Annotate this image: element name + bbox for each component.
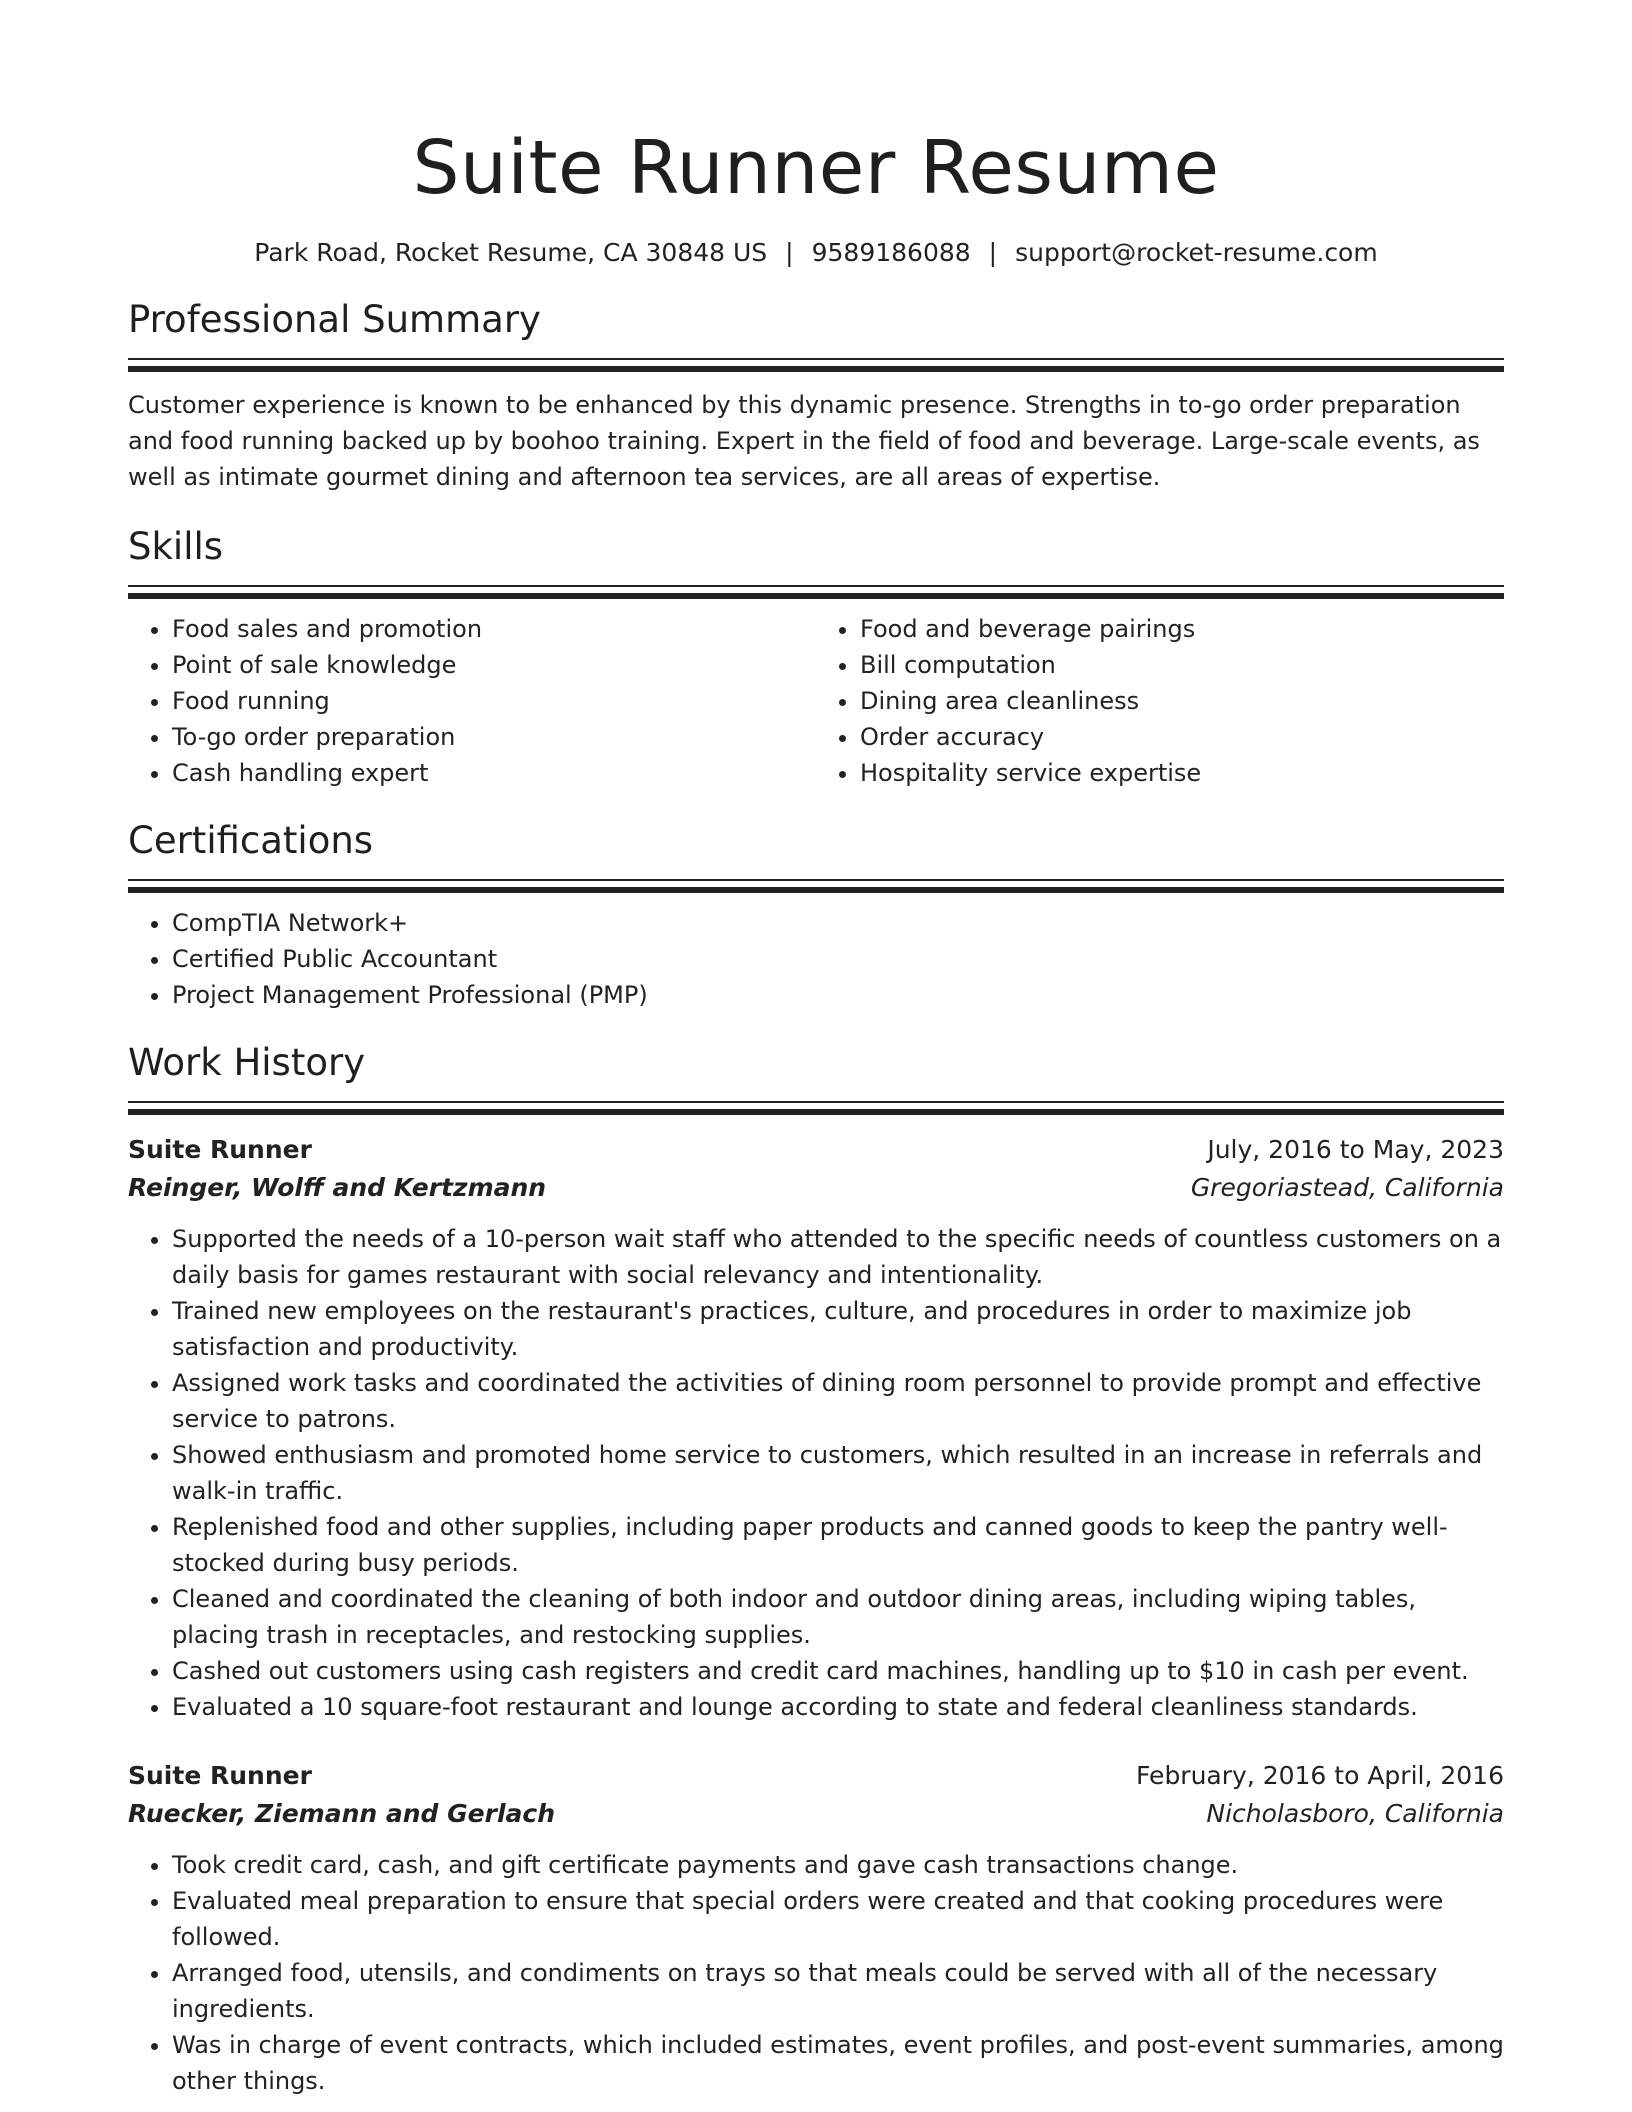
contact-phone: 9589186088 <box>811 238 971 267</box>
list-item: • Point of sale knowledge <box>172 647 816 683</box>
contact-email: support@rocket-resume.com <box>1015 238 1378 267</box>
section-divider <box>128 593 1504 599</box>
section-divider <box>128 887 1504 893</box>
section-divider <box>128 366 1504 372</box>
job-dates: July, 2016 to May, 2023 <box>1207 1135 1504 1164</box>
section-divider <box>128 879 1504 881</box>
list-item: • Evaluated a 10 square-foot restaurant and lounge according to state and federal cleanliness standards. <box>172 1689 1504 1725</box>
job-location: Gregoriastead, California <box>1190 1173 1504 1202</box>
job-subheader <box>128 1169 1504 1207</box>
list-item: • Arranged food, utensils, and condiments on trays so that meals could be served with all of the necessary ingredients. <box>172 1955 1504 2027</box>
resume-title: Suite Runner Resume <box>412 125 1220 211</box>
list-item: • Replenished food and other supplies, including paper products and canned goods to keep the pantry well-stocked during busy periods. <box>172 1509 1504 1581</box>
list-item: • Certified Public Accountant <box>172 941 1504 977</box>
list-item: • Dining area cleanliness <box>860 683 1504 719</box>
list-item: • Bill computation <box>860 647 1504 683</box>
contact-separator: | <box>988 238 998 267</box>
list-item: • Cashed out customers using cash registers and credit card machines, handling up to $10 in cash per event. <box>172 1653 1504 1689</box>
summary-text: Customer experience is known to be enhanced by this dynamic presence. Strengths in to-go order preparation and food running backed up by boohoo training. Expert in the field of food and beverage. Large-scale events, as well as intimate gourmet dining and afternoon tea services, are all areas of expertise. <box>128 391 1480 491</box>
list-item: • Food sales and promotion <box>172 611 816 647</box>
resume-page <box>128 0 1504 2099</box>
job-company: Ruecker, Ziemann and Gerlach <box>128 1799 556 1828</box>
section-divider <box>128 1101 1504 1103</box>
job-bullets <box>128 1847 1504 2099</box>
certifications-heading: Certifications <box>128 819 374 862</box>
skills-left-list <box>128 611 816 791</box>
list-item: • Showed enthusiasm and promoted home service to customers, which resulted in an increase in referrals and walk-in traffic. <box>172 1437 1504 1509</box>
list-item: • Project Management Professional (PMP) <box>172 977 1504 1013</box>
work-heading: Work History <box>128 1041 366 1084</box>
job-entry <box>128 1131 1504 1725</box>
job-title: Suite Runner <box>128 1761 312 1790</box>
section-divider <box>128 585 1504 587</box>
list-item: • Hospitality service expertise <box>860 755 1504 791</box>
job-bullets <box>128 1221 1504 1725</box>
job-company: Reinger, Wolff and Kertzmann <box>128 1173 547 1202</box>
summary-heading: Professional Summary <box>128 298 541 341</box>
job-header <box>128 1131 1504 1169</box>
certifications-section <box>128 817 1504 1013</box>
work-section <box>128 1039 1504 2099</box>
job-header <box>128 1757 1504 1795</box>
list-item: • Cash handling expert <box>172 755 816 791</box>
section-divider <box>128 358 1504 360</box>
skills-section <box>128 523 1504 791</box>
list-item: • Evaluated meal preparation to ensure that special orders were created and that cooking procedures were followed. <box>172 1883 1504 1955</box>
list-item: • Food running <box>172 683 816 719</box>
list-item: • To-go order preparation <box>172 719 816 755</box>
certifications-list <box>128 905 1504 1013</box>
list-item: • Food and beverage pairings <box>860 611 1504 647</box>
contact-line <box>128 236 1504 270</box>
list-item: • Trained new employees on the restaurant's practices, culture, and procedures in order to maximize job satisfaction and productivity. <box>172 1293 1504 1365</box>
list-item: • Was in charge of event contracts, which included estimates, event profiles, and post-event summaries, among other things. <box>172 2027 1504 2099</box>
job-subheader <box>128 1795 1504 1833</box>
job-entry <box>128 1757 1504 2099</box>
list-item: • Assigned work tasks and coordinated the activities of dining room personnel to provide prompt and effective service to patrons. <box>172 1365 1504 1437</box>
list-item: • Cleaned and coordinated the cleaning of both indoor and outdoor dining areas, including wiping tables, placing trash in receptacles, and restocking supplies. <box>172 1581 1504 1653</box>
skills-columns <box>128 611 1504 791</box>
skills-heading: Skills <box>128 525 224 568</box>
contact-address: Park Road, Rocket Resume, CA 30848 US <box>254 238 768 267</box>
list-item: • Supported the needs of a 10-person wait staff who attended to the specific needs of countless customers on a daily basis for games restaurant with social relevancy and intentionality. <box>172 1221 1504 1293</box>
list-item: • Order accuracy <box>860 719 1504 755</box>
job-location: Nicholasboro, California <box>1206 1799 1504 1828</box>
contact-separator: | <box>785 238 794 267</box>
job-title: Suite Runner <box>128 1135 312 1164</box>
list-item: • CompTIA Network+ <box>172 905 1504 941</box>
job-dates: February, 2016 to April, 2016 <box>1136 1761 1504 1790</box>
list-item: • Took credit card, cash, and gift certificate payments and gave cash transactions change. <box>172 1847 1504 1883</box>
skills-right-list <box>816 611 1504 791</box>
summary-section <box>128 296 1504 495</box>
section-divider <box>128 1109 1504 1115</box>
